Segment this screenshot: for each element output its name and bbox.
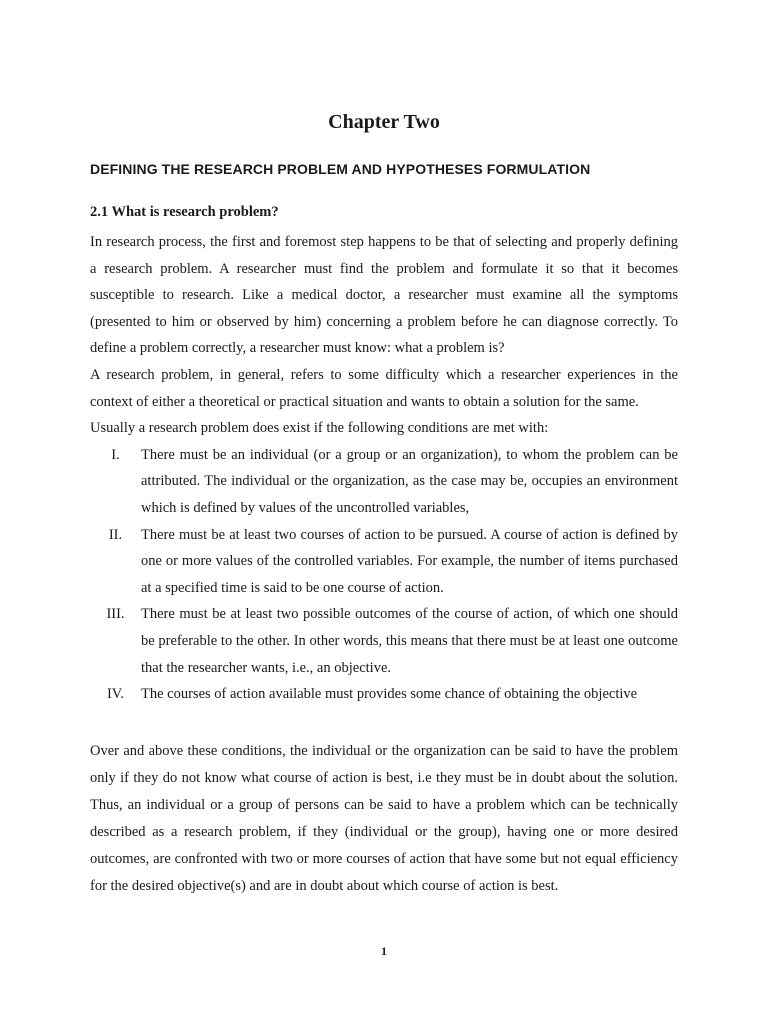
- closing-text: [90, 738, 678, 900]
- list-item: [90, 522, 678, 602]
- list-item-text: There must be at least two courses of action to be pursued. A course of action is defined by one or more values of the controlled variables. For example, the number of items purchased at a specified time is said to be one course of action.: [141, 526, 678, 596]
- list-item: [90, 442, 678, 522]
- paragraph-definition: A research problem, in general, refers to some difficulty which a researcher experiences in the context of either a theoretical or practical situation and wants to obtain a solution for the same.: [90, 366, 678, 410]
- list-item: [90, 681, 678, 708]
- list-numeral: IV.: [106, 686, 125, 703]
- list-numeral: III.: [106, 606, 125, 623]
- list-numeral: I.: [111, 446, 120, 463]
- list-item-text: The courses of action available must provides some chance of obtaining the objective: [141, 686, 638, 703]
- body-text: [90, 229, 678, 708]
- paragraph-conditions-lead: Usually a research problem does exist if the following conditions are met with:: [90, 420, 549, 437]
- chapter-title: Chapter Two: [328, 111, 440, 133]
- paragraph-closing: Over and above these conditions, the individual or the organization can be said to have the problem only if they do not know what course of action is best, i.e they must be in doubt about the solution. Thus, an individual or a group of persons can be said to have a problem which can be technically described as a research problem, if they (individual or the group), having one or more desired outcomes, are confronted with two or more courses of action that have some but not equal efficiency for the desired objective(s) and are in doubt about which course of action is best.: [90, 743, 678, 894]
- list-item-text: There must be at least two possible outcomes of the course of action, of which one should be preferable to the other. In other words, this means that there must be at least one outcome that the researcher wants, i.e., an objective.: [141, 606, 678, 676]
- conditions-list: [90, 442, 678, 708]
- main-heading: DEFINING THE RESEARCH PROBLEM AND HYPOTHESES FORMULATION: [90, 161, 591, 177]
- paragraph-intro: In research process, the first and foremost step happens to be that of selecting and properly defining a research problem. A researcher must find the problem and formulate it so that it becomes susceptible to research. Like a medical doctor, a researcher must examine all the symptoms (presented to him or observed by him) concerning a problem before he can diagnose correctly. To define a problem correctly, a researcher must know: what a problem is?: [90, 234, 678, 357]
- list-item: [90, 601, 678, 681]
- list-item-text: There must be an individual (or a group or an organization), to whom the problem can be attributed. The individual or the organization, as the case may be, occupies an environment which is defined by values of the uncontrolled variables,: [141, 446, 678, 516]
- section-heading: 2.1 What is research problem?: [90, 204, 279, 220]
- page-number: 1: [381, 944, 387, 958]
- list-numeral: II.: [108, 526, 123, 543]
